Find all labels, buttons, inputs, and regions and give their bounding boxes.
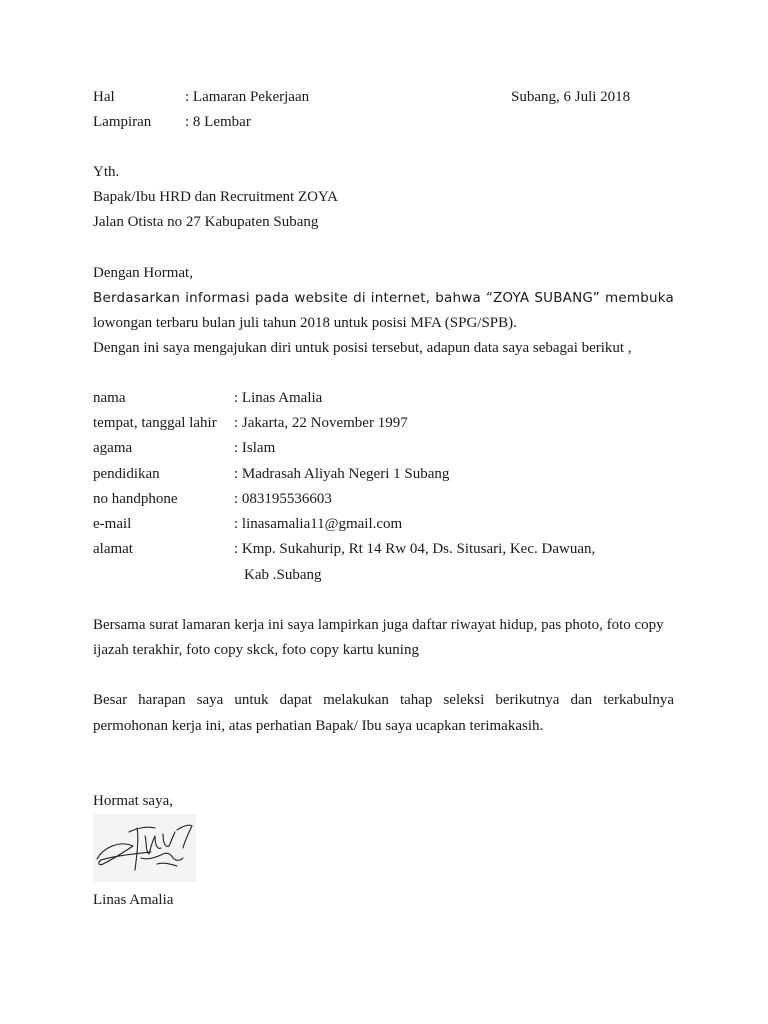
signer-name: Linas Amalia xyxy=(93,892,174,908)
signature xyxy=(93,814,196,882)
data-value: : Madrasah Aliyah Negeri 1 Subang xyxy=(234,466,450,482)
data-value: : Jakarta, 22 November 1997 xyxy=(234,415,408,431)
hal-value: : Lamaran Pekerjaan xyxy=(185,89,310,105)
closing-salutation: Hormat saya, xyxy=(93,793,173,809)
data-label: no handphone xyxy=(93,491,178,507)
opening-line-2: lowongan terbaru bulan juli tahun 2018 untuk posisi MFA (SPG/SPB). xyxy=(93,315,517,331)
greeting: Dengan Hormat, xyxy=(93,265,193,281)
data-label: e-mail xyxy=(93,516,132,532)
data-label: tempat, tanggal lahir xyxy=(93,415,217,431)
closing-line-2: permohonan kerja ini, atas perhatian Bapak/ Ibu saya ucapkan terimakasih. xyxy=(93,718,544,734)
opening-line-3: Dengan ini saya mengajukan diri untuk posisi tersebut, adapun data saya sebagai berikut , xyxy=(93,340,632,356)
opening-line-1-prefix: Berdasarkan informasi pada website di internet, bahwa xyxy=(93,290,482,306)
data-label: nama xyxy=(93,390,126,406)
opening-line-1 xyxy=(93,289,674,307)
data-value: : linasamalia11@gmail.com xyxy=(234,516,403,532)
data-value: : 083195536603 xyxy=(234,491,332,507)
company-quote: “ZOYA SUBANG” xyxy=(486,290,600,306)
address-continuation: Kab .Subang xyxy=(244,567,322,583)
signature-scribble xyxy=(93,814,196,882)
data-value: : Islam xyxy=(234,440,276,456)
lampiran-label: Lampiran xyxy=(93,114,152,130)
closing-line-1: Besar harapan saya untuk dapat melakukan tahap seleksi berikutnya dan terkabulnya xyxy=(93,692,674,708)
data-label: pendidikan xyxy=(93,466,160,482)
data-value: : Kmp. Sukahurip, Rt 14 Rw 04, Ds. Situsari, Kec. Dawuan, xyxy=(234,541,596,557)
attachments-line-2: ijazah terakhir, foto copy skck, foto copy kartu kuning xyxy=(93,642,419,658)
hal-label: Hal xyxy=(93,89,115,105)
salutation: Yth. xyxy=(93,164,120,180)
place-date: Subang, 6 Juli 2018 xyxy=(511,89,631,105)
data-label: alamat xyxy=(93,541,133,557)
opening-line-1-suffix: membuka xyxy=(605,290,675,306)
data-value: : Linas Amalia xyxy=(234,390,323,406)
lampiran-value: : 8 Lembar xyxy=(185,114,251,130)
attachments-line-1: Bersama surat lamaran kerja ini saya lampirkan juga daftar riwayat hidup, pas photo, foto copy xyxy=(93,617,664,633)
data-label: agama xyxy=(93,440,133,456)
recipient-address: Jalan Otista no 27 Kabupaten Subang xyxy=(93,214,319,230)
recipient-name: Bapak/Ibu HRD dan Recruitment ZOYA xyxy=(93,189,338,205)
